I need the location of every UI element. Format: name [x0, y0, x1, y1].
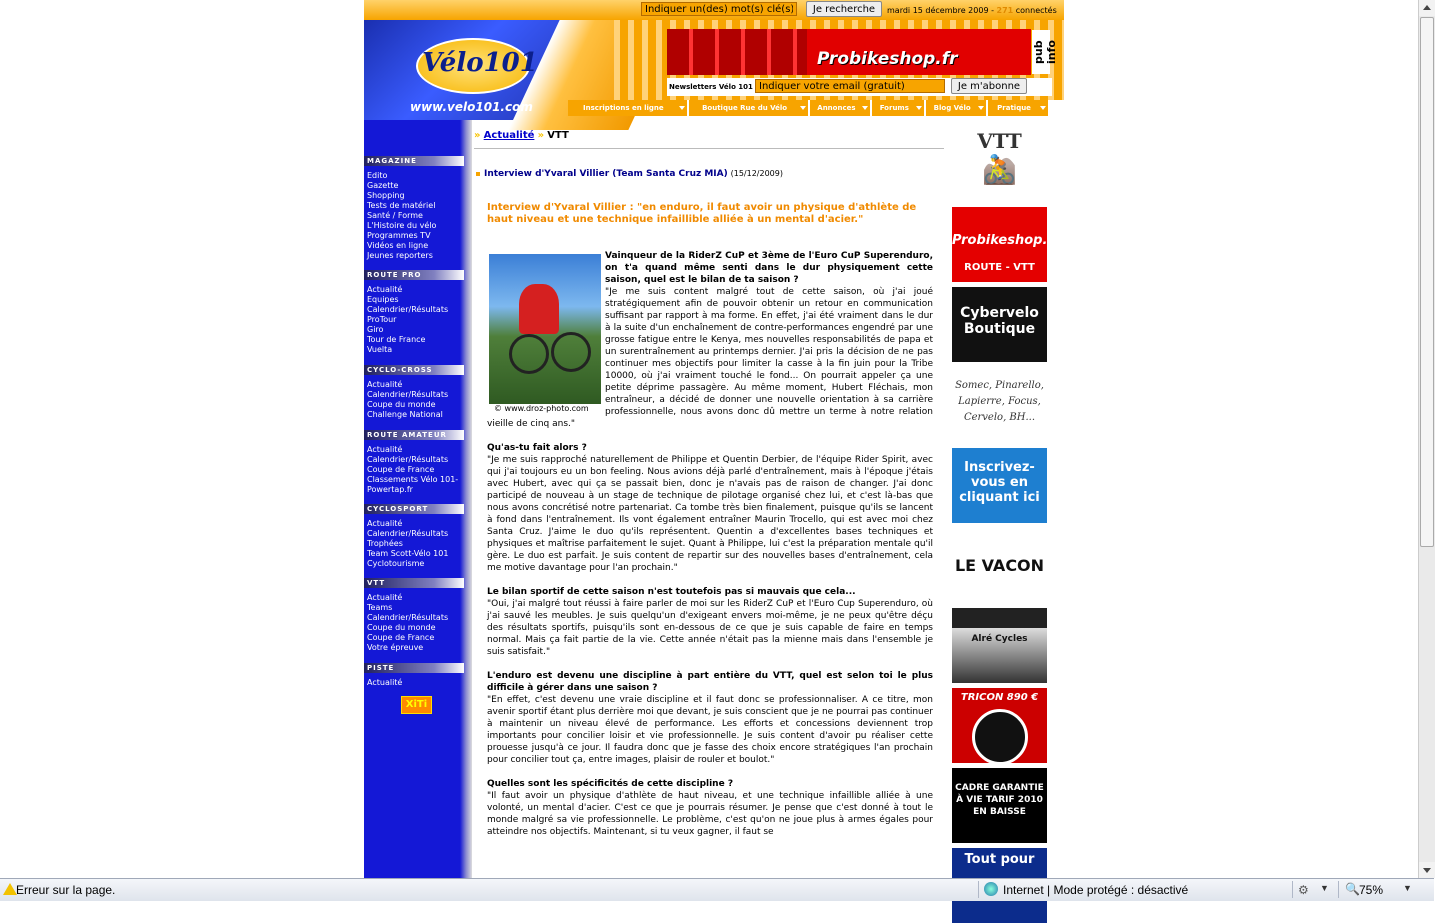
- vertical-scrollbar[interactable]: [1418, 0, 1435, 878]
- ad-vacon-text: LE VACON: [954, 556, 1045, 575]
- warning-icon[interactable]: [3, 883, 17, 895]
- date-text: mardi 15 décembre 2009 -: [887, 6, 997, 15]
- sidebar-item[interactable]: Equipes: [367, 295, 399, 304]
- sidebar-item[interactable]: Tests de matériel: [367, 201, 436, 210]
- ad-alre-cycles[interactable]: [952, 608, 1047, 683]
- sidebar-item[interactable]: Actualité: [367, 380, 403, 389]
- ad-inscrivez[interactable]: [952, 448, 1047, 523]
- sidebar-item[interactable]: Vidéos en ligne: [367, 241, 429, 250]
- protected-mode-icon[interactable]: ⚙: [1298, 883, 1309, 897]
- article-question: Quelles sont les spécificités de cette discipline ?: [487, 779, 734, 789]
- sidebar-section-cyclo-cross: [364, 365, 464, 420]
- bullet-icon: [476, 172, 480, 176]
- nav-pratique[interactable]: Pratique: [988, 100, 1048, 116]
- scroll-thumb[interactable]: [1420, 17, 1434, 547]
- logo-url: www.velo101.com: [410, 100, 533, 114]
- status-separator: [1292, 881, 1293, 898]
- browser-status-bar: [0, 878, 1434, 901]
- newsletter-form: [667, 78, 1052, 96]
- sidebar-item[interactable]: Santé / Forme: [367, 211, 423, 220]
- date-connected: [887, 6, 1057, 15]
- ad-tout-text: Tout pour: [964, 852, 1035, 867]
- security-zone[interactable]: Internet | Mode protégé : désactivé: [1003, 883, 1189, 897]
- sidebar-item[interactable]: ProTour: [367, 315, 397, 324]
- sidebar-item[interactable]: Edito: [367, 171, 388, 180]
- article-question: Le bilan sportif de cette saison n'est toutefois pas si mauvais que cela...: [487, 587, 856, 597]
- ad-cybervelo[interactable]: [952, 287, 1047, 362]
- globe-icon: [984, 882, 998, 896]
- scroll-up-button[interactable]: [1419, 0, 1435, 16]
- sidebar-heading: ROUTE PRO: [364, 270, 464, 280]
- connected-count: 271: [996, 6, 1014, 15]
- breadcrumb-arrow-icon: »: [537, 130, 545, 141]
- photo-spacer: [487, 250, 605, 418]
- breadcrumb-arrow-icon: »: [474, 130, 481, 141]
- sidebar-heading: MAGAZINE: [364, 156, 464, 166]
- sidebar-item[interactable]: Cyclotourisme: [367, 559, 425, 568]
- sidebar-item[interactable]: Coupe de France: [367, 633, 435, 642]
- article-lead: Interview d'Yvaral Villier : "en enduro, il faut avoir un physique d'athlète de haut niveau et une technique infaillible alliée à un mental d'acier.": [487, 202, 917, 225]
- ad-probike-text: ROUTE - VTT: [964, 262, 1035, 273]
- newsletter-label: Newsletters Vélo 101: [669, 83, 753, 91]
- scroll-down-button[interactable]: [1419, 862, 1435, 878]
- sidebar-item[interactable]: Tour de France: [367, 335, 426, 344]
- sidebar-item[interactable]: Calendrier/Résultats: [367, 613, 449, 622]
- sidebar-section-route-pro: [364, 270, 464, 355]
- connected-label: connectés: [1013, 6, 1057, 15]
- zoom-level[interactable]: 75%: [1359, 883, 1384, 897]
- sidebar-item[interactable]: Actualité: [367, 285, 403, 294]
- sidebar-item[interactable]: Coupe du monde: [367, 623, 436, 632]
- sidebar-item[interactable]: Actualité: [367, 519, 403, 528]
- sidebar-item[interactable]: Shopping: [367, 191, 405, 200]
- ad-cadre-text: CADRE GARANTIE À VIE TARIF 2010 EN BAISSE: [955, 783, 1044, 817]
- sidebar-item[interactable]: Team Scott-Vélo 101: [367, 549, 449, 558]
- sidebar-item[interactable]: Classements Vélo 101-: [367, 475, 459, 484]
- ad-levacon[interactable]: [952, 528, 1047, 603]
- article-body: [487, 250, 933, 850]
- ad-vtt[interactable]: [952, 125, 1047, 200]
- sidebar-item[interactable]: Calendrier/Résultats: [367, 455, 449, 464]
- article-question: Vainqueur de la RiderZ CuP et 3ème de l'Euro CuP Superenduro, on t'a quand même senti dans le dur physiquement cette saison, quel est le bilan de ta saison ?: [605, 251, 933, 285]
- xiti-badge[interactable]: XiTi: [401, 696, 432, 714]
- sidebar-item[interactable]: Actualité: [367, 678, 403, 687]
- probikeshop-banner[interactable]: [667, 29, 1031, 75]
- chevron-down-icon[interactable]: ▼: [1403, 883, 1412, 893]
- status-message[interactable]: Erreur sur la page.: [16, 883, 116, 897]
- mtb-rider-icon: 🚵: [982, 153, 1017, 186]
- photo-caption: © www.droz-photo.com: [494, 404, 589, 413]
- ad-probikeshop[interactable]: [952, 207, 1060, 282]
- ad-tricon-text: TRICON 890 €: [960, 692, 1039, 703]
- sidebar-heading: ROUTE AMATEUR: [364, 430, 464, 440]
- sidebar-heading: CYCLOSPORT: [364, 504, 464, 514]
- sidebar-section-cyclosport: [364, 504, 464, 569]
- pub-info-label: pub info: [1032, 30, 1050, 74]
- ad-tricon[interactable]: [952, 688, 1047, 763]
- subscribe-button[interactable]: Je m'abonne: [951, 78, 1027, 94]
- breadcrumb-current: VTT: [547, 130, 569, 141]
- ad-inscrivez-text: Inscrivez-vous en cliquant ici: [959, 460, 1040, 505]
- sidebar-item[interactable]: Coupe du monde: [367, 400, 436, 409]
- search-button[interactable]: Je recherche: [806, 1, 882, 17]
- sidebar-item[interactable]: L'Histoire du vélo: [367, 221, 437, 230]
- nav-boutique[interactable]: Boutique Rue du Vélo: [689, 100, 809, 116]
- sidebar-item[interactable]: Programmes TV: [367, 231, 431, 240]
- sidebar-item[interactable]: Votre épreuve: [367, 643, 424, 652]
- top-bar: [364, 0, 1064, 20]
- sidebar-item[interactable]: Actualité: [367, 445, 403, 454]
- logo-text: Vélo101: [422, 48, 538, 78]
- zoom-icon[interactable]: 🔍: [1345, 882, 1360, 896]
- sidebar-section-route-amateur: [364, 430, 464, 495]
- banner-text: Probikeshop.fr: [817, 49, 958, 69]
- sidebar-item[interactable]: Actualité: [367, 593, 403, 602]
- sidebar-item[interactable]: Trophées: [367, 539, 403, 548]
- sidebar-item[interactable]: Vuelta: [367, 345, 393, 354]
- nav-inscriptions[interactable]: Inscriptions en ligne: [568, 100, 687, 116]
- ad-cadre-garantie[interactable]: [952, 768, 1047, 843]
- main-nav: [568, 100, 1050, 116]
- sidebar-item[interactable]: Giro: [367, 325, 384, 334]
- search-input[interactable]: [641, 2, 797, 16]
- article-answer: "Je me suis content malgré tout de cette saison, où j'ai joué stratégiquement afin de pouvoir obtenir un retour en communication suffisant par rapport à ma forme. En effet, j'ai été vraiment dans le dur à la suite d'un enchaînement de contre-performances engendré par une grosse fatigue entre le Kenya, mes nouvelles responsabilités de papa et un surentraînement au printemps dernier. J'ai pris la décision de ne pas continuer mes objectifs pour limiter la casse à la fin juin pour la Tribe 10000, où j'ai vraiment touché le fond... On pourrait appeler ça une petite déprime passagère. Au même moment, Hubert Fléchais, mon entraîneur, a décidé de donner une nouvelle orientation à sa carrière professionnelle, nous avons donc dû mettre un terme à notre relation vieille de cinq ans.": [487, 287, 933, 429]
- ad-brands[interactable]: [952, 368, 1047, 443]
- ad-alre-text: Alré Cycles: [971, 634, 1028, 644]
- ad-brands-text: Somec, Pinarello, Lapierre, Focus, Cervelo, BH...: [955, 380, 1044, 423]
- status-separator: [1338, 881, 1339, 898]
- sidebar-section-magazine: [364, 156, 464, 261]
- article-answer: "Oui, j'ai malgré tout réussi à faire parler de moi sur les RiderZ CuP et l'Euro Cup Superenduro, où j'ai sauvé les meubles. Je suis quelqu'un d'exigeant envers moi-même, je ne peux qu'être déçu des résultats sportifs, puisqu'ils sont en-dessous de ce que je suis capable de faire en temps normal. Mais ça fait partie de la vie. Cette année n'était pas la mienne mais dans l'ensemble je suis satisfait.": [487, 599, 933, 657]
- nav-annonces[interactable]: Annonces: [810, 100, 870, 116]
- sidebar-item[interactable]: Gazette: [367, 181, 399, 190]
- article-title-line: [476, 169, 783, 179]
- arrow-up-icon: [1423, 5, 1431, 10]
- sidebar-item[interactable]: Calendrier/Résultats: [367, 305, 449, 314]
- sidebar-item[interactable]: Teams: [367, 603, 393, 612]
- sidebar-heading: PISTE: [364, 663, 464, 673]
- sidebar-item[interactable]: Jeunes reporters: [367, 251, 433, 260]
- wheel-icon: [972, 709, 1028, 765]
- sidebar-item[interactable]: Coupe de France: [367, 465, 435, 474]
- ad-cyber-text: Cybervelo Boutique: [960, 305, 1039, 337]
- sidebar-item[interactable]: Calendrier/Résultats: [367, 529, 449, 538]
- newsletter-email-input[interactable]: [755, 79, 945, 93]
- sidebar-item[interactable]: Challenge National: [367, 410, 443, 419]
- breadcrumb-link-actualite[interactable]: Actualité: [483, 130, 535, 141]
- nav-forums[interactable]: Forums: [872, 100, 924, 116]
- sidebar-heading: VTT: [364, 578, 464, 588]
- sidebar-item[interactable]: Powertap.fr: [367, 485, 413, 494]
- sidebar-heading: CYCLO-CROSS: [364, 365, 464, 375]
- nav-blog[interactable]: Blog Vélo: [926, 100, 986, 116]
- gifts-image: [667, 29, 807, 75]
- arrow-down-icon: [1423, 868, 1431, 873]
- status-separator: [978, 881, 979, 898]
- article-answer: "Il faut avoir un physique d'athlète de haut niveau, et une technique infaillible alliée à une volonté, un mental d'acier. C'est ce que je pourrais résumer. Je pense que c'est donné à tout le monde malgré sa vie professionnelle. Le problème, c'est qu'on ne joue plus à armes égales pour atteindre nos objectifs. Maintenant, si tu veux gagner, il faut se: [487, 791, 933, 837]
- sidebar-section-vtt: [364, 578, 464, 653]
- article-question: L'enduro est devenu une discipline à part entière du VTT, quel est selon toi le plus difficile à gérer dans une saison ?: [487, 671, 933, 693]
- article-question: Qu'as-tu fait alors ?: [487, 443, 587, 453]
- article-title: Interview d'Yvaral Villier (Team Santa Cruz MIA): [484, 169, 728, 179]
- sidebar-item[interactable]: Calendrier/Résultats: [367, 390, 449, 399]
- article-date: (15/12/2009): [730, 169, 783, 178]
- breadcrumb: [474, 130, 944, 149]
- chevron-down-icon[interactable]: ▼: [1320, 883, 1329, 893]
- ad-vtt-text: VTT: [977, 129, 1022, 153]
- article-answer: "Je me suis rapproché naturellement de Philippe et Quentin Derbier, de l'équipe Rider Spirit, avec qui j'ai toujours eu un bon feeling. Nous avions déjà parlé d'entraînement, mais à l'époque j'étais avec Hubert, avec qui ça se passait bien, donc je n'avais pas de raison de changer. J'ai donc participé de nouveau à un stage de technique de pilotage organisé chez lui, et c'est là-bas que nous avons concrétisé notre partenariat. Ca tombe très bien finalement, puisque qu'ils se lancent à fond dans l'entraînement. Ils vont également entraîner Maurin Trocello, qui est avec moi chez Santa Cruz. J'aime le duo qu'ils représentent. Quentin a d'excellentes bases techniques et physiques et maîtrise parfaitement le sujet. Quant à Philippe, lui c'est la préparation mentale qu'il gère. Le duo est parfait. Je suis content de repartir sur des nouvelles bases d'entraînement, cela me motive davantage pour l'an prochain.": [487, 455, 933, 573]
- web-page: [364, 0, 1060, 878]
- sidebar-section-piste: [364, 663, 464, 688]
- article-answer: "En effet, c'est devenu une vraie discipline et il faut donc se professionnaliser. A ce titre, mon avenir sportif étant plus derrière moi que devant, je suis conscient que je ne pourrai pas continuer à maintenir un niveau élevé de performance. Les efforts et concessions deviennent trop importants pour concilier loisir et vie professionnelle. Je suis content d'avoir pu réaliser cette prouesse jusqu'à ce jour. Il faudra donc que je fasse des choix encore stratégiques l'an prochain pour concilier tout ça, entre images, plaisir de rouler et boulot.": [487, 695, 933, 765]
- ad-probike-brand: Probikeshop.fr: [952, 233, 1060, 248]
